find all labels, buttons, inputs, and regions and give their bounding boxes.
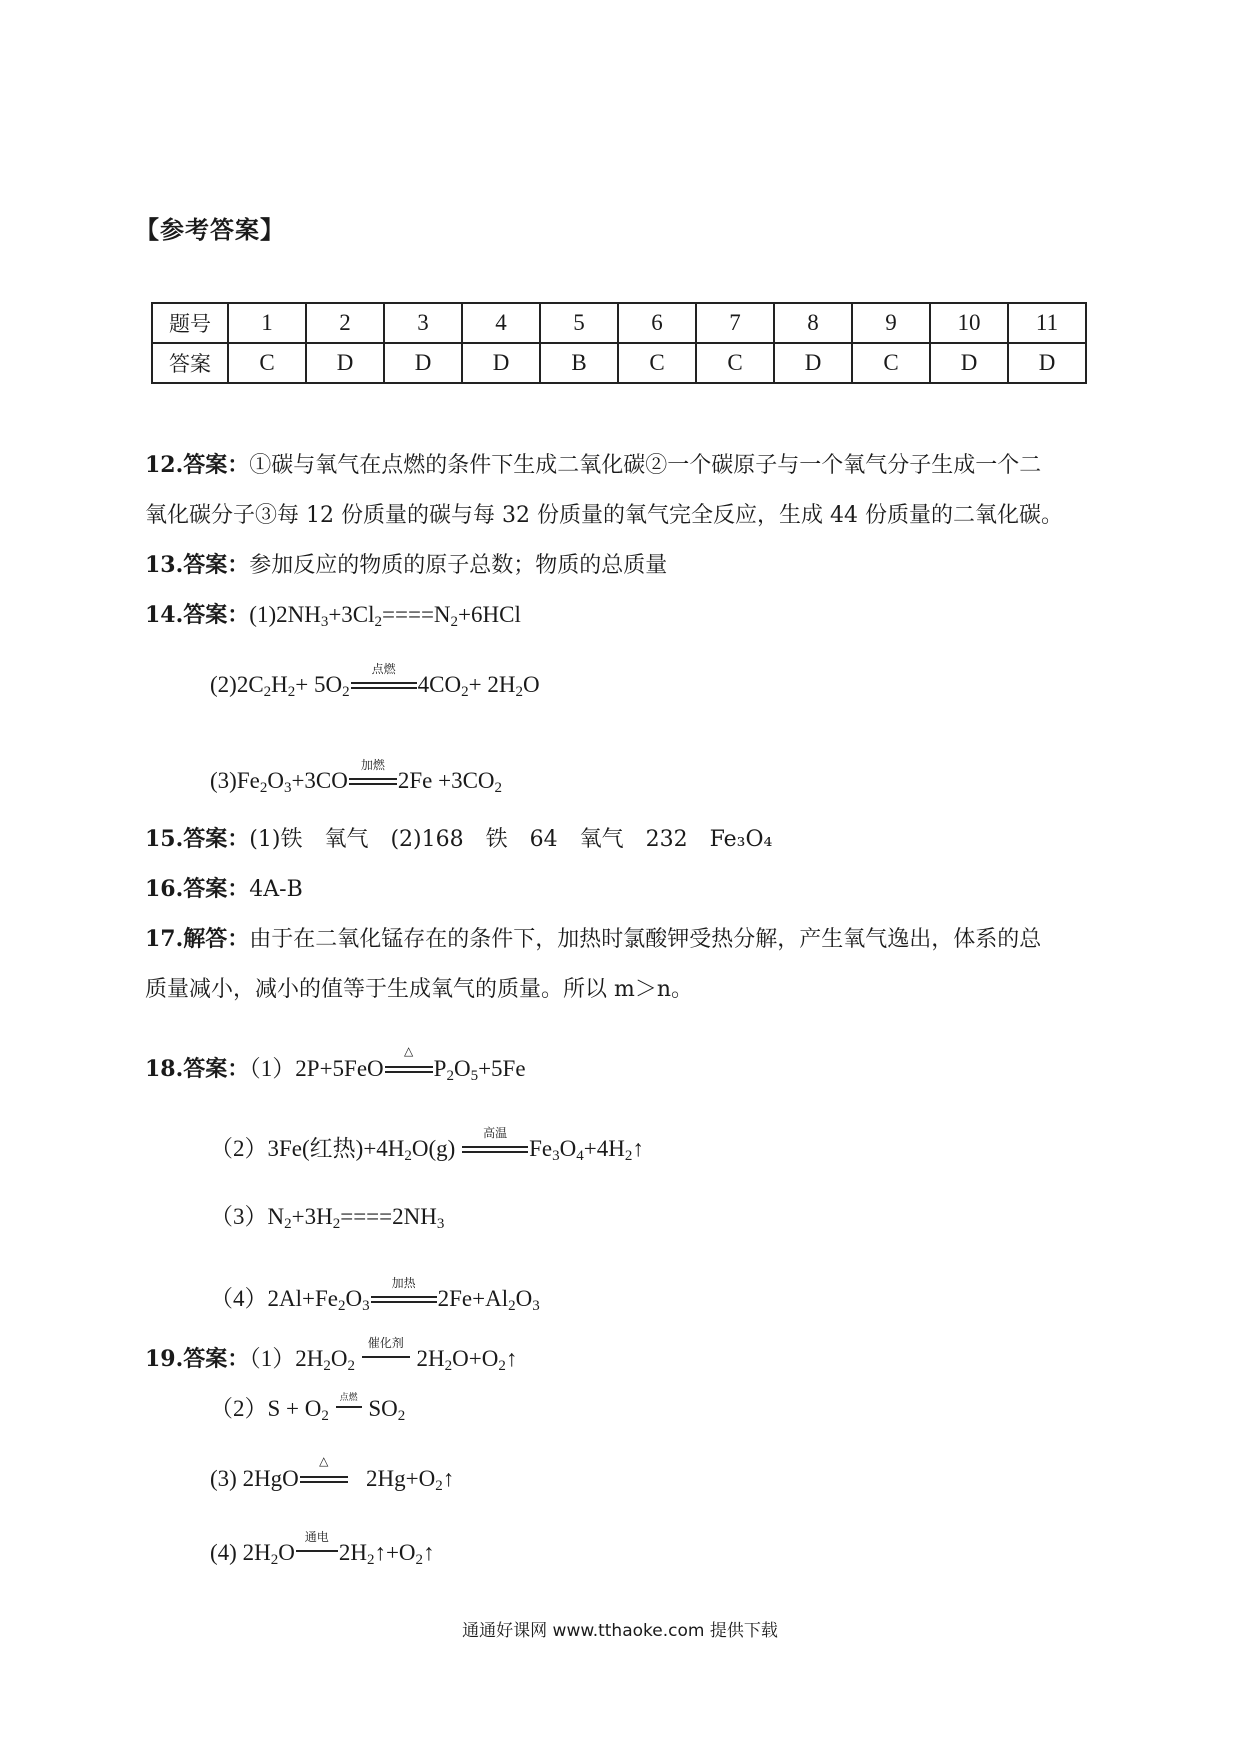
answer-17-line-1 (145, 922, 1041, 953)
table-cell: 2 (306, 303, 384, 343)
page-footer: 通通好课网 www.tthaoke.com 提供下载 (462, 1621, 778, 1641)
equation-18-2: （2）3Fe(红热)$+4H_2O(g)$ 高温 $Fe_3O_4+4H_2↑$ (210, 1125, 644, 1164)
table-cell: D (306, 343, 384, 383)
answer-12-line-1 (145, 448, 1041, 479)
answer-19 (145, 1335, 518, 1374)
table-cell: C (228, 343, 306, 383)
table-cell: C (852, 343, 930, 383)
answer-19-label: 19.答案： (145, 1346, 250, 1372)
equation-19-3: (3) 2HgO △ $2Hg+O_2↑$ (210, 1453, 455, 1494)
answer-16 (145, 872, 303, 903)
equation-18-3: $(3)N_2+3H_2====2NH_3$ (210, 1204, 445, 1232)
reaction-condition: 点燃 (351, 680, 417, 694)
answer-12-text-1: ①碳与氧气在点燃的条件下生成二氧化碳②一个碳原子与一个氧气分子生成一个二 (249, 453, 1042, 478)
table-row-numbers (152, 303, 1086, 343)
answer-12-label: 12.答案： (145, 452, 250, 478)
answer-18 (145, 1043, 526, 1084)
reaction-condition: 加热 (371, 1294, 437, 1308)
reaction-condition: 催化剂 (362, 1354, 410, 1368)
answer-15-label: 15.答案： (145, 826, 250, 852)
equation-14-3: $(3)Fe_2O_3+3CO$ 加燃 $2Fe +3CO_2$ (210, 757, 503, 796)
answer-15 (145, 822, 772, 853)
table-cell: 4 (462, 303, 540, 343)
answer-18-label: 18.答案： (145, 1056, 250, 1082)
equation-18-4: $(4)2Al+Fe_2O_3$ 加热 $2Fe+Al_2O_3$ (210, 1275, 540, 1314)
table-cell: 8 (774, 303, 852, 343)
table-cell: 6 (618, 303, 696, 343)
reaction-condition: △ (385, 1064, 433, 1078)
answer-13-label: 13.答案： (145, 552, 250, 578)
table-cell: 5 (540, 303, 618, 343)
answer-17-label: 17.解答： (145, 926, 250, 952)
table-cell: 3 (384, 303, 462, 343)
equation-19-4: (4) $2H_2O$ 通电 $2H_2↑+O_2↑$ (210, 1529, 435, 1568)
section-heading: 【参考答案】 (135, 215, 285, 244)
table-cell: 1 (228, 303, 306, 343)
answer-14 (145, 598, 521, 629)
answer-17-line-2: 质量减小，减小的值等于生成氧气的质量。所以 m＞n。 (145, 977, 694, 1002)
answer-16-text: 4A-B (249, 877, 303, 902)
reaction-condition: 点燃 (336, 1404, 362, 1418)
answer-15-text: (1)铁 氧气 (2)168 铁 64 氧气 232 Fe₃O₄ (249, 827, 773, 852)
reaction-condition: 高温 (462, 1144, 528, 1158)
table-cell: D (774, 343, 852, 383)
answer-14-label: 14.答案： (145, 602, 250, 628)
equation-14-1: $(1)2NH_3+3Cl_2====N_2+6HCl$ (249, 602, 521, 630)
reaction-condition: 加燃 (349, 776, 397, 790)
answer-16-label: 16.答案： (145, 876, 250, 902)
answer-table (151, 302, 1087, 384)
table-cell: D (384, 343, 462, 383)
equation-14-2: $(2)2C_2H_2+ 5O_2$ 点燃 $4CO_2+ 2H_2O$ (210, 661, 540, 700)
table-cell: C (618, 343, 696, 383)
table-cell: 10 (930, 303, 1008, 343)
reaction-condition: △ (300, 1474, 348, 1488)
answer-17-text-1: 由于在二氧化锰存在的条件下，加热时氯酸钾受热分解，产生氧气逸出，体系的总 (249, 927, 1042, 952)
table-cell: 11 (1008, 303, 1086, 343)
equation-19-1: $(1)2H_2O_2$ 催化剂 $2H_2O+O_2↑$ (249, 1335, 518, 1374)
table-cell: B (540, 343, 618, 383)
row-header-number: 题号 (152, 303, 228, 343)
table-cell: C (696, 343, 774, 383)
answer-13-text: 参加反应的物质的原子总数；物质的总质量 (249, 553, 668, 578)
table-cell: D (1008, 343, 1086, 383)
row-header-answer: 答案 (152, 343, 228, 383)
table-cell: D (462, 343, 540, 383)
answer-13 (145, 548, 667, 579)
table-cell: D (930, 343, 1008, 383)
answer-12-line-2: 氧化碳分子③每 12 份质量的碳与每 32 份质量的氧气完全反应，生成 44 份质量的二氧化碳。 (145, 503, 1063, 528)
equation-19-2: $(2)S + O_2$ 点燃 $SO_2$ (210, 1392, 406, 1424)
equation-18-1: （1）2P+5FeO △ $P_2O_5+5Fe$ (249, 1043, 526, 1084)
table-row-answers (152, 343, 1086, 383)
reaction-condition: 通电 (296, 1548, 338, 1562)
table-cell: 9 (852, 303, 930, 343)
table-cell: 7 (696, 303, 774, 343)
